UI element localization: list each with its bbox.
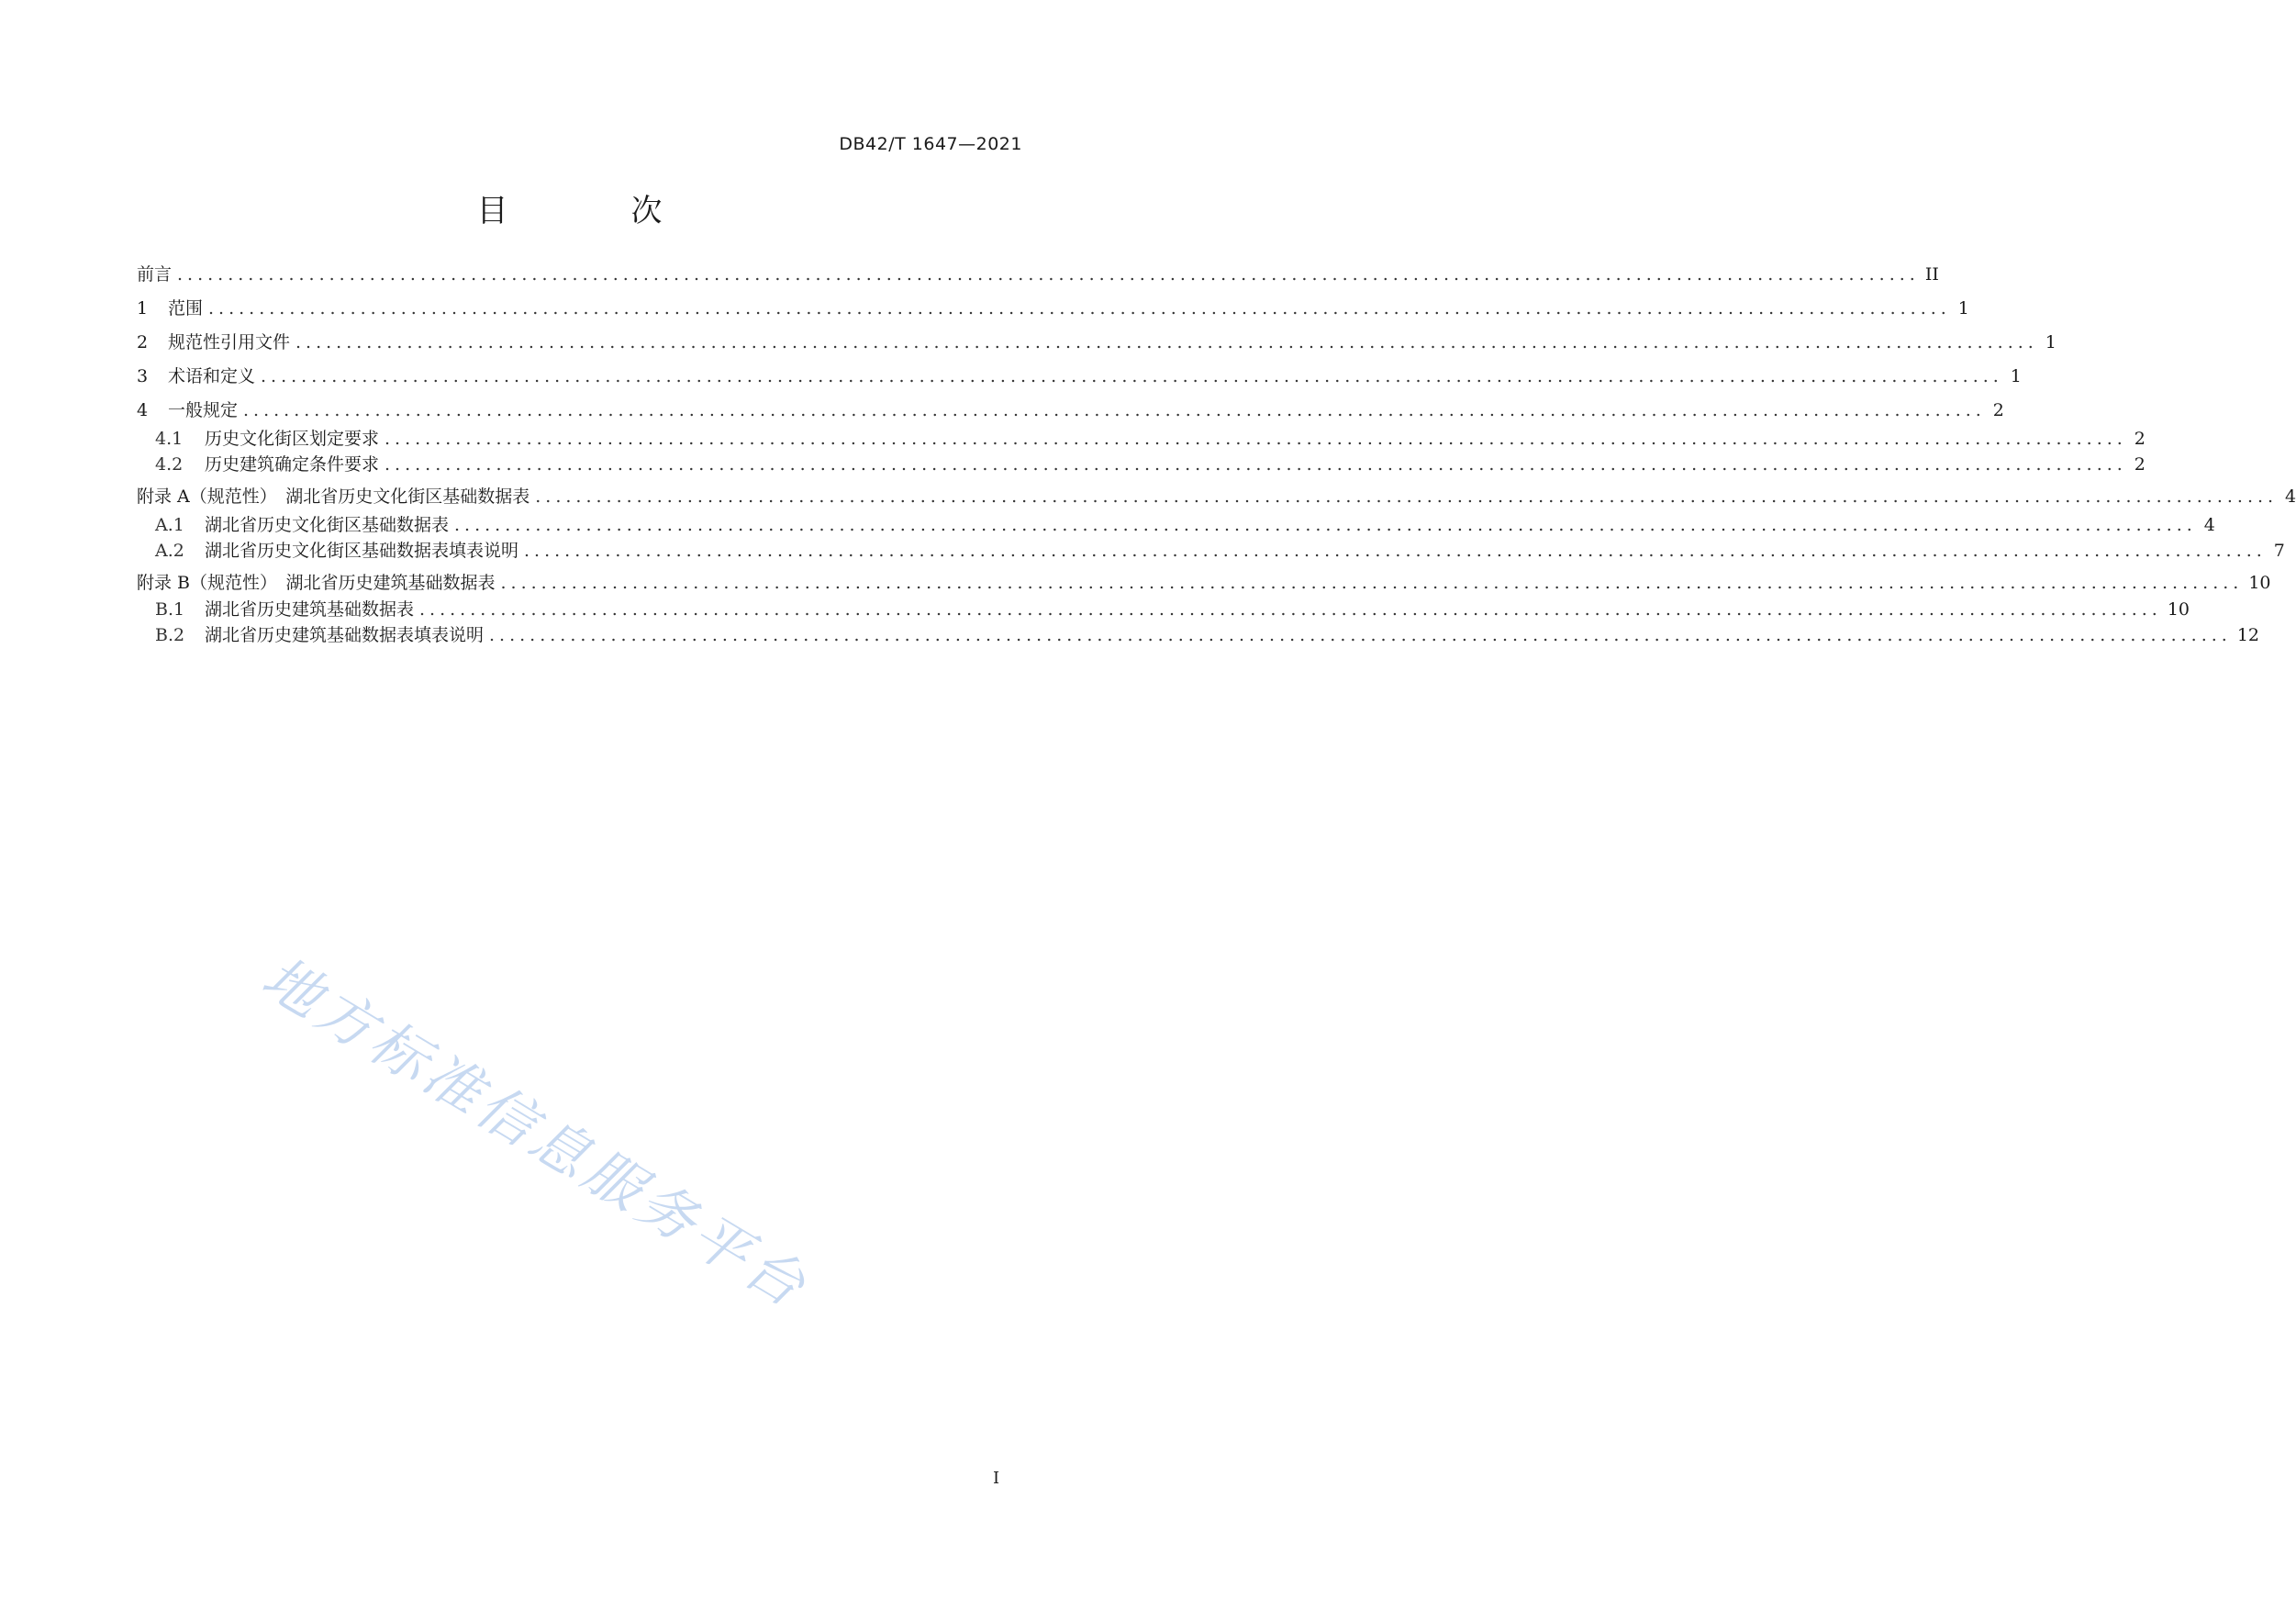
toc-label: 湖北省历史文化街区基础数据表 [205,515,450,535]
toc-label: 术语和定义 [168,366,256,386]
toc-entry-scope[interactable] [137,296,1969,320]
toc-entry-4-2[interactable] [155,453,2146,476]
toc-label: 湖北省历史建筑基础数据表 [205,599,415,620]
toc-page-number: 10 [2248,573,2271,593]
table-of-contents [137,0,2296,1610]
toc-number: 2 [137,332,149,352]
toc-label: 历史建筑确定条件要求 [205,454,380,475]
toc-entry-4-1[interactable] [155,427,2146,451]
toc-page-number: 2 [1992,400,2004,420]
toc-entry-b-2[interactable] [155,623,2260,647]
toc-entry-a-1[interactable] [155,513,2215,537]
toc-leader: ............................................................................................................................................................................ [208,298,1951,319]
toc-number: 1 [137,298,149,319]
toc-label: 湖北省历史文化街区基础数据表填表说明 [205,541,519,561]
toc-leader: ............................................................................................................................................................................ [419,599,2162,620]
toc-label: 规范性引用文件 [168,332,291,352]
toc-number: 3 [137,366,149,386]
toc-page-number: 12 [2236,625,2260,645]
toc-label: 湖北省历史建筑基础数据表填表说明 [205,625,485,645]
toc-entry-general[interactable] [137,398,2004,422]
toc-page-number: 1 [1957,298,1969,319]
toc-number: A.1 [155,515,184,535]
watermark: 地方标准信息服务平台 [251,943,821,1323]
toc-leader: ............................................................................................................................................................................ [261,366,2003,386]
toc-label: 范围 [168,298,204,319]
toc-entry-terms[interactable] [137,364,2022,388]
toc-leader: ............................................................................................................................................................................ [454,515,2197,535]
page-title: 目 次 [476,193,708,229]
toc-leader: ............................................................................................................................................................................ [385,429,2127,449]
toc-entry-foreword[interactable] [137,263,1939,286]
toc-label: 一般规定 [168,400,239,420]
toc-page-number: II [1924,264,1939,285]
toc-number: A.2 [155,541,184,561]
toc-page-number: 7 [2273,541,2285,561]
toc-page-number: 2 [2134,454,2146,475]
toc-entry-normative-references[interactable] [137,330,2056,354]
toc-page-number: 4 [2284,486,2296,507]
toc-entry-appendix-b[interactable] [137,571,2271,595]
toc-leader: ............................................................................................................................................................................ [385,454,2127,475]
toc-label: 附录 B（规范性） 湖北省历史建筑基础数据表 [137,573,496,593]
toc-entry-b-1[interactable] [155,598,2190,621]
toc-entry-appendix-a[interactable] [137,485,2296,509]
toc-number: 4.1 [155,429,184,449]
toc-number: B.2 [155,625,185,645]
toc-leader: ............................................................................................................................................................................ [535,486,2279,507]
toc-label: 前言 [137,264,173,285]
toc-page-number: 1 [2010,366,2022,386]
toc-page-number: 10 [2167,599,2190,620]
toc-leader: ............................................................................................................................................................................ [295,332,2038,352]
toc-leader: ............................................................................................................................................................................ [489,625,2232,645]
toc-page-number: 4 [2203,515,2215,535]
toc-leader: ............................................................................................................................................................................ [500,573,2244,593]
document-code: DB42/T 1647—2021 [839,134,1022,154]
toc-number: 4 [137,400,149,420]
toc-entry-a-2[interactable] [155,539,2285,563]
toc-number: B.1 [155,599,185,620]
toc-leader: ............................................................................................................................................................................ [243,400,1986,420]
toc-page-number: 2 [2134,429,2146,449]
toc-leader: ............................................................................................................................................................................ [524,541,2267,561]
toc-number: 4.2 [155,454,184,475]
toc-leader: ............................................................................................................................................................................ [177,264,1920,285]
page-number: I [993,1469,1000,1488]
toc-label: 历史文化街区划定要求 [205,429,380,449]
toc-page-number: 1 [2045,332,2056,352]
toc-label: 附录 A（规范性） 湖北省历史文化街区基础数据表 [137,486,530,507]
